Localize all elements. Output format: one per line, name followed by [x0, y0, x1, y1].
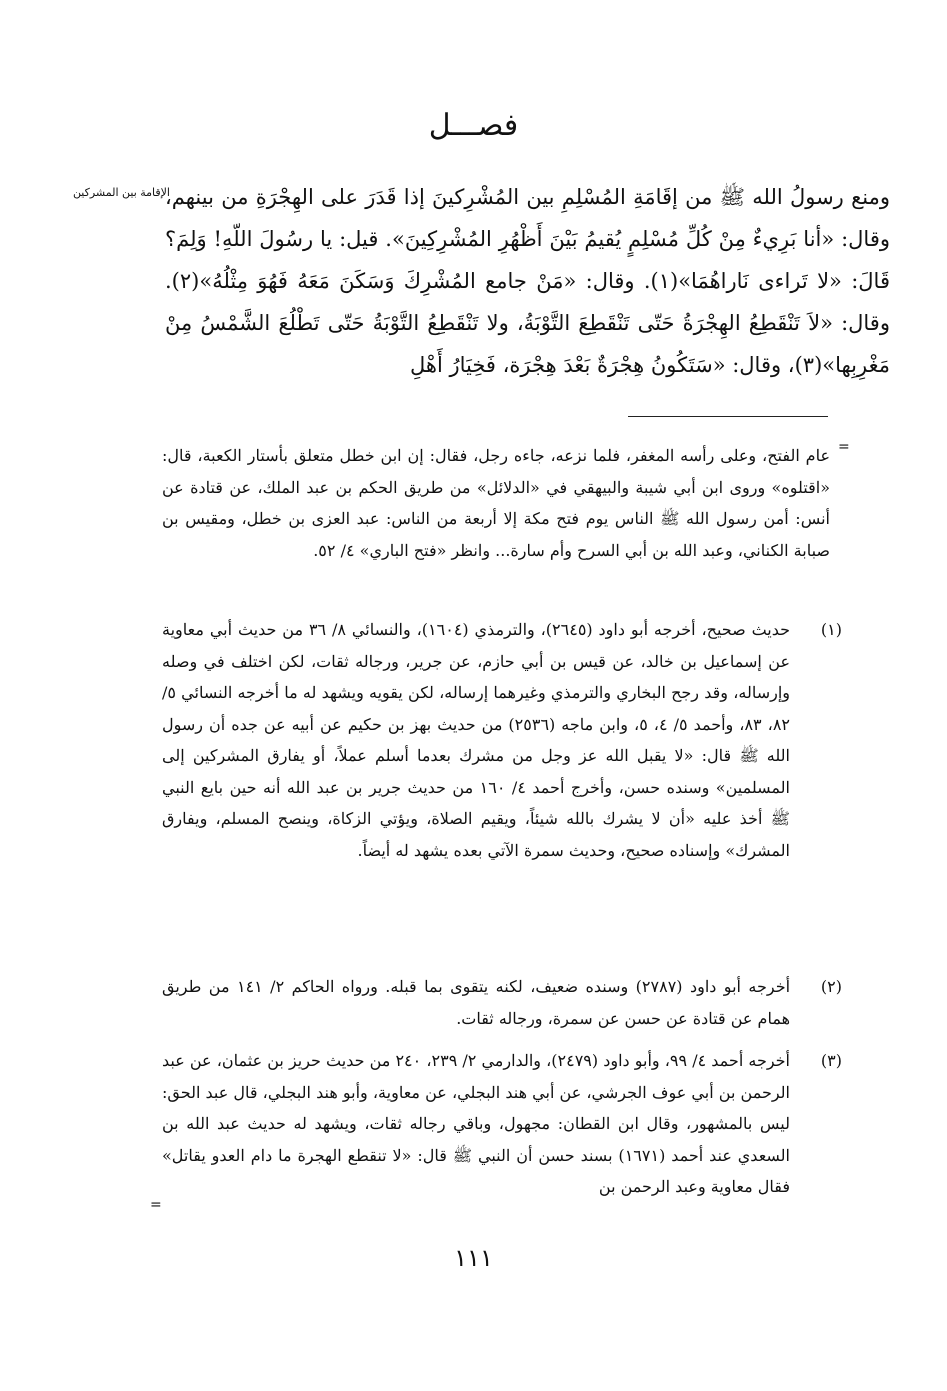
- footnote-number: (١): [820, 620, 842, 639]
- footnote-continuation: عام الفتح، وعلى رأسه المغفر، فلما نزعه، جاءه رجل، فقال: إن ابن خطل متعلق بأستار الكعبة، قال: «اقتلوه» وروى ابن أبي شيبة والبيهقي في «الدلائل» من طريق الحكم بن عبد الملك، عن قتادة عن أنس: أمن رسول الله ﷺ الناس يوم فتح مكة إلا أربعة من الناس: عبد العزى بن خطل، ومقيس بن صبابة الكناني، وعبد الله بن أبي السرح وأم سارة... وانظر «فتح الباري» ٤/ ٥٢.: [162, 446, 830, 560]
- margin-note: الإقامة بين المشركين: [72, 186, 170, 199]
- footnote-separator: [628, 416, 828, 417]
- continuation-marker-end: =: [150, 1197, 162, 1213]
- footnote-2: [162, 971, 842, 1041]
- section-heading: فصـــل: [428, 108, 519, 143]
- footnote-3: [162, 1045, 842, 1215]
- footnote-text: حديث صحيح، أخرجه أبو داود (٢٦٤٥)، والترمذي (١٦٠٤)، والنسائي ٨/ ٣٦ من حديث أبي معاوية عن إسماعيل بن خالد، عن قيس بن أبي حازم، عن جرير، ورجاله ثقات، لكن اختلف في وصله وإرساله، وقد رجح البخاري والترمذي وغيرهما إرساله، لكن يقويه ويشهد له ما أخرجه النسائي ٥/ ٨٢، ٨٣، وأحمد ٥/ ٤، ٥، وابن ماجه (٢٥٣٦) من حديث بهز بن حكيم عن أبيه عن جده أن رسول الله ﷺ قال: «لا يقبل الله عز وجل من مشرك بعدما أسلم عملاً، أو يفارق المشركين إلى المسلمين» وسنده حسن، وأخرج أحمد ٤/ ١٦٠ من حديث جرير بن عبد الله أنه حين بايع النبي ﷺ أخذ عليه «أن لا يشرك بالله شيئاً، ويقيم الصلاة، ويؤتي الزكاة، وينصح المسلم، ويفارق المشرك» وإسناده صحيح، وحديث سمرة الآتي بعده يشهد له أيضاً.: [162, 620, 791, 860]
- page-number: ١١١: [454, 1244, 493, 1272]
- continuation-marker: =: [838, 439, 850, 455]
- main-text: ومنع رسولُ الله ﷺ من إقَامَةِ المُسْلِمِ بين المُشْرِكينَ إذا قَدَرَ على الهِجْرَةِ من بينهم، وقال: «أنا بَرِيءٌ مِنْ كُلِّ مُسْلِمٍ يُقيمُ بَيْنَ أَظْهُرِ المُشْرِكِينَ». قيل: يا رسُولَ اللّهِ! وَلِمَ؟ قَالَ: «لا تَراءى نَاراهُمَا»(١). وقال: «مَنْ جامع المُشْرِكَ وَسَكَنَ مَعَهُ فَهُوَ مِثْلُهُ»(٢). وقال: «لاَ تَنْقَطِعُ الهِجْرَةُ حَتّى تَنْقَطِعَ التَّوْبَةُ، ولا تَنْقَطِعُ التَّوْبَةُ حَتّى تَطْلُعَ الشَّمْسُ مِنْ مَغْرِبِها»(٣)، وقال: «سَتَكُونُ هِجْرَةٌ بَعْدَ هِجْرَة، فَخِيَارُ أَهْلِ: [165, 185, 890, 377]
- footnote-1: [162, 614, 842, 974]
- footnote-number: (٣): [820, 1051, 842, 1070]
- footnote-text: أخرجه أحمد ٤/ ٩٩، وأبو داود (٢٤٧٩)، والدارمي ٢/ ٢٣٩، ٢٤٠ من حديث حريز بن عثمان، عن عبد الرحمن بن أبي عوف الجرشي، عن أبي هند البجلي، عن معاوية، وأبو هند البجلي، قال عبد الحق: ليس بالمشهور، وقال ابن القطان: مجهول، وباقي رجاله ثقات، ويشهد له حديث عبد الله بن السعدي عند أحمد (١٦٧١) بسند حسن أن النبي ﷺ قال: «لا تنقطع الهجرة ما دام العدو يقاتل» فقال معاوية وعبد الرحمن بن: [162, 1051, 791, 1196]
- footnote-text: أخرجه أبو داود (٢٧٨٧) وسنده ضعيف، لكنه يتقوى بما قبله. ورواه الحاكم ٢/ ١٤١ من طريق همام عن قتادة عن حسن عن سمرة، ورجاله ثقات.: [162, 977, 791, 1028]
- footnote-number: (٢): [820, 977, 842, 996]
